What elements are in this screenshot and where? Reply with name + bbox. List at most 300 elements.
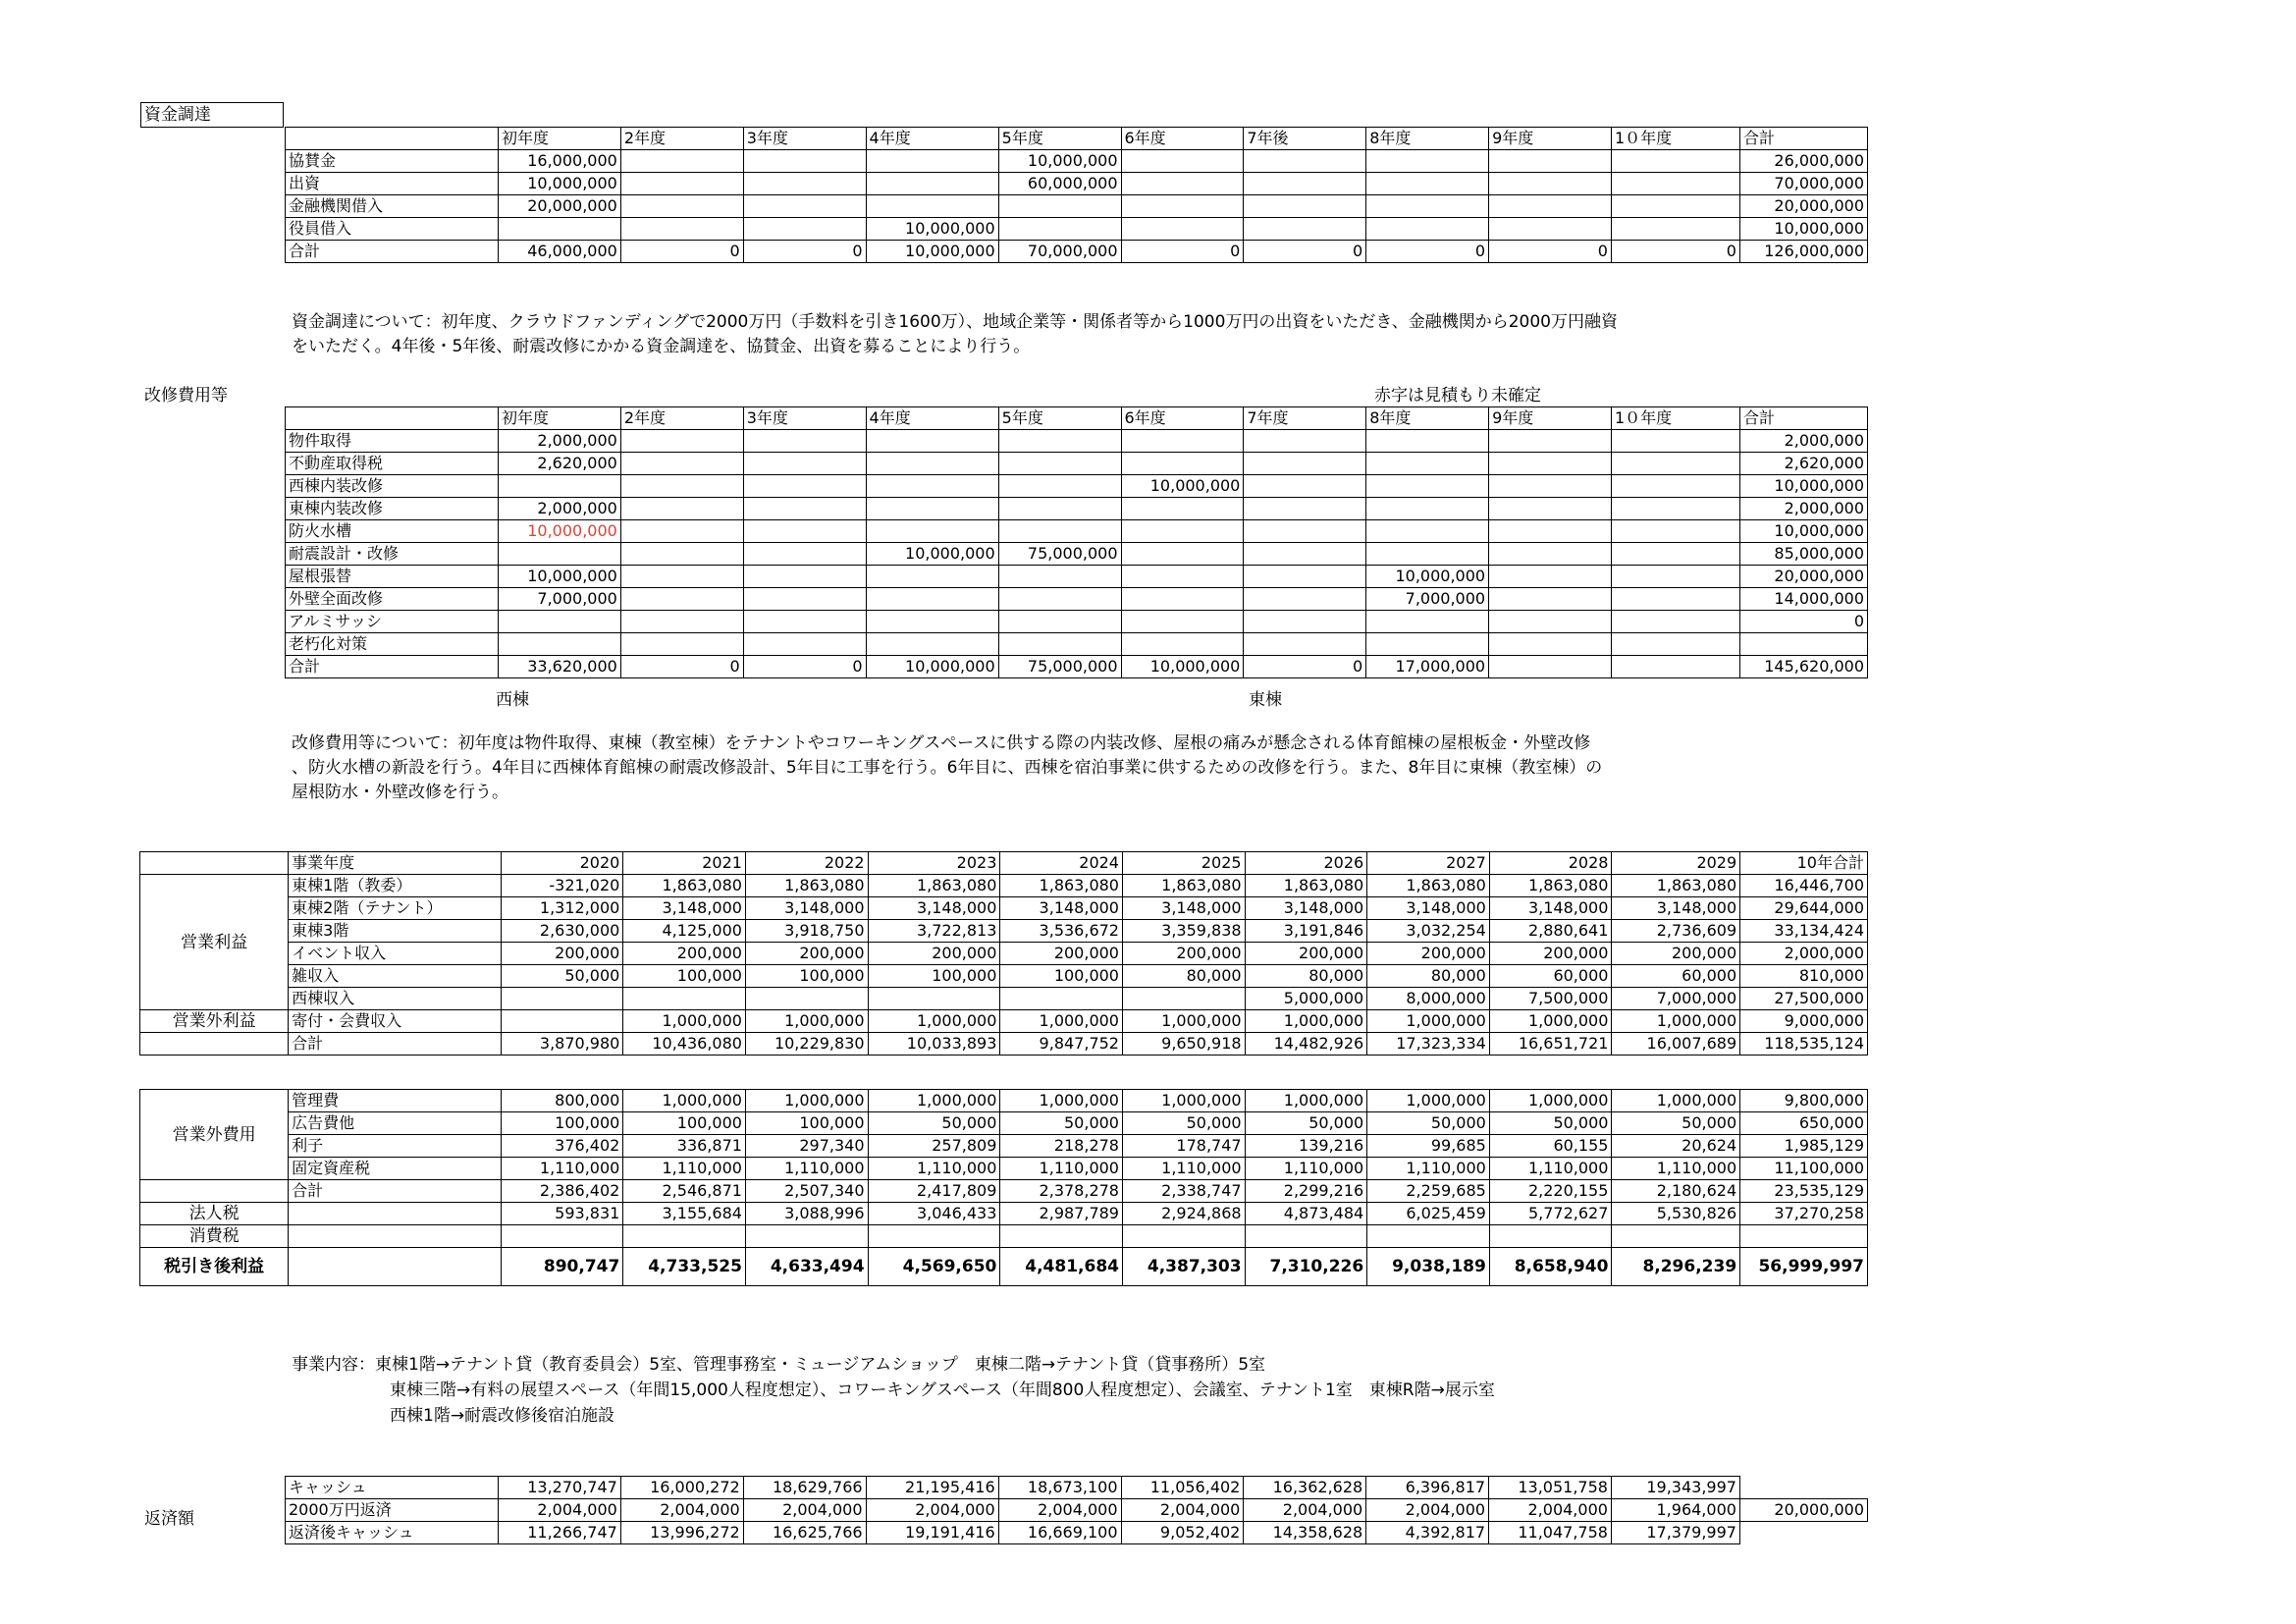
income-value-cell: 1,000,000 [623,1010,746,1033]
income-value-cell: 29,644,000 [1740,897,1868,920]
funding-header-cell: 5年度 [998,128,1121,150]
income-row-label: 寄付・会費収入 [289,1010,502,1033]
renovation-value-cell [1489,566,1612,588]
income-value-cell: 100,000 [623,965,746,988]
repayment-value-cell: 2,004,000 [743,1499,866,1522]
income-value-cell: 10,229,830 [745,1033,868,1056]
funding-value-cell [620,218,743,241]
renovation-row [286,633,1868,656]
expense-value-cell: 2,338,747 [1122,1180,1245,1203]
expense-value-cell: 1,000,000 [745,1090,868,1112]
expense-value-cell: 2,507,340 [745,1180,868,1203]
renovation-table [285,406,1868,678]
funding-value-cell [1611,195,1739,218]
expense-row-label: 利子 [289,1135,502,1158]
income-value-cell: 1,000,000 [1122,1010,1245,1033]
funding-value-cell: 10,000,000 [1739,218,1867,241]
expense-value-cell: 257,809 [868,1135,1000,1158]
corp-tax-cell: 5,530,826 [1612,1203,1740,1225]
income-value-cell: 2,630,000 [501,920,623,943]
renovation-value-cell [998,453,1121,475]
income-value-cell: 1,863,080 [1367,875,1490,897]
income-value-cell [868,988,1000,1010]
income-value-cell [501,988,623,1010]
funding-value-cell [866,195,998,218]
repayment-row [286,1477,1868,1499]
renovation-value-cell [1489,430,1612,453]
expense-value-cell: 1,110,000 [1489,1158,1612,1180]
funding-value-cell: 26,000,000 [1739,150,1867,173]
income-value-cell: 3,148,000 [1489,897,1612,920]
funding-value-cell: 0 [620,241,743,263]
renovation-value-cell: 145,620,000 [1739,656,1867,678]
income-value-cell: 200,000 [1000,943,1123,965]
consumption-tax-cell [623,1225,746,1248]
repayment-total-cell: 20,000,000 [1739,1499,1867,1522]
funding-value-cell [866,150,998,173]
renovation-header-cell: 9年度 [1489,407,1612,430]
income-row [140,1033,1868,1056]
funding-header-row [286,128,1868,150]
renovation-header-cell: 初年度 [498,407,620,430]
funding-value-cell [1489,150,1612,173]
renovation-row [286,656,1868,678]
income-value-cell: 80,000 [1245,965,1367,988]
renovation-value-cell [866,566,998,588]
income-row [140,965,1868,988]
income-value-cell: 200,000 [1122,943,1245,965]
expense-value-cell: 1,110,000 [623,1158,746,1180]
consumption-tax-cell [1740,1225,1868,1248]
expense-value-cell: 2,220,155 [1489,1180,1612,1203]
funding-value-cell [1489,173,1612,195]
renovation-value-cell [866,453,998,475]
income-value-cell: 3,148,000 [623,897,746,920]
income-value-cell: 1,863,080 [1122,875,1245,897]
renovation-value-cell [620,430,743,453]
income-value-cell: 200,000 [623,943,746,965]
income-value-cell: 10,436,080 [623,1033,746,1056]
renovation-value-cell [743,633,866,656]
income-value-cell: -321,020 [501,875,623,897]
expense-total-blank [140,1180,289,1203]
renovation-row [286,475,1868,498]
income-value-cell: 16,007,689 [1612,1033,1740,1056]
funding-row [286,218,1868,241]
funding-header-cell: 4年度 [866,128,998,150]
expense-value-cell: 50,000 [1122,1112,1245,1135]
expense-value-cell: 336,871 [623,1135,746,1158]
expense-value-cell: 1,000,000 [1612,1090,1740,1112]
income-row [140,988,1868,1010]
consumption-tax-cell [1489,1225,1612,1248]
income-value-cell: 14,482,926 [1245,1033,1367,1056]
expense-value-cell: 1,110,000 [501,1158,623,1180]
renovation-header-cell: 3年度 [743,407,866,430]
renovation-row-label: 東棟内装改修 [286,498,499,520]
income-header-cell: 2021 [623,852,746,875]
expense-value-cell: 297,340 [745,1135,868,1158]
repayment-title: 返済額 [144,1509,194,1529]
expense-value-cell: 800,000 [501,1090,623,1112]
income-total-blank [140,1033,289,1056]
consumption-tax-cell [745,1225,868,1248]
funding-value-cell [1611,173,1739,195]
renovation-title: 改修費用等 [144,386,228,406]
income-row-label: 西棟収入 [289,988,502,1010]
funding-value-cell [998,218,1121,241]
renovation-row [286,453,1868,475]
consumption-tax-cell [868,1225,1000,1248]
expense-value-cell: 1,110,000 [1000,1158,1123,1180]
renovation-value-cell: 10,000,000 [1739,475,1867,498]
renovation-value-cell [1489,453,1612,475]
renovation-value-cell [1366,520,1489,543]
renovation-value-cell: 7,000,000 [498,588,620,611]
renovation-value-cell [1244,588,1366,611]
renovation-value-cell [620,475,743,498]
renovation-row-label: アルミサッシ [286,611,499,633]
repayment-value-cell: 13,051,758 [1489,1477,1612,1499]
after-tax-cell: 4,633,494 [745,1248,868,1286]
expense-value-cell: 2,180,624 [1612,1180,1740,1203]
funding-value-cell [620,195,743,218]
renovation-value-cell: 2,620,000 [498,453,620,475]
funding-header-cell: 6年度 [1121,128,1244,150]
funding-value-cell [866,173,998,195]
funding-row [286,173,1868,195]
renovation-value-cell [998,520,1121,543]
income-value-cell: 9,847,752 [1000,1033,1123,1056]
expense-value-cell: 650,000 [1740,1112,1868,1135]
funding-value-cell: 20,000,000 [498,195,620,218]
renovation-header-cell: 5年度 [998,407,1121,430]
expense-value-cell: 1,110,000 [1245,1158,1367,1180]
repayment-value-cell: 11,056,402 [1121,1477,1244,1499]
income-value-cell: 3,148,000 [745,897,868,920]
renovation-value-cell [1611,656,1739,678]
expense-value-cell: 1,110,000 [1612,1158,1740,1180]
renovation-header-cell: 合計 [1739,407,1867,430]
renovation-value-cell [1489,475,1612,498]
income-header-cell: 2029 [1612,852,1740,875]
renovation-value-cell [998,588,1121,611]
repayment-value-cell: 2,004,000 [1489,1499,1612,1522]
funding-value-cell [1244,195,1366,218]
after-tax-cell: 4,481,684 [1000,1248,1123,1286]
renovation-value-cell [620,566,743,588]
funding-value-cell: 0 [1244,241,1366,263]
expense-value-cell: 20,624 [1612,1135,1740,1158]
income-row [140,875,1868,897]
income-header-cell: 2024 [1000,852,1123,875]
expense-row [140,1180,1868,1203]
expense-value-cell: 99,685 [1367,1135,1490,1158]
funding-value-cell [1366,218,1489,241]
income-value-cell: 16,651,721 [1489,1033,1612,1056]
funding-value-cell: 10,000,000 [866,218,998,241]
income-value-cell: 200,000 [1489,943,1612,965]
repayment-value-cell: 4,392,817 [1366,1522,1489,1544]
renovation-value-cell: 17,000,000 [1366,656,1489,678]
after-tax-cell: 56,999,997 [1740,1248,1868,1286]
repayment-value-cell: 18,673,100 [998,1477,1121,1499]
renovation-value-cell [998,566,1121,588]
renovation-value-cell [498,543,620,566]
funding-note-line1: 資金調達について：初年度、クラウドファンディングで2000万円（手数料を引き1600万）、地域企業等・関係者等から1000万円の出資をいただき、金融機関から2000万円融資 [292,312,1618,332]
expense-value-cell: 1,110,000 [868,1158,1000,1180]
expense-value-cell: 1,000,000 [1245,1090,1367,1112]
renovation-row-label: 外壁全面改修 [286,588,499,611]
expense-value-cell: 100,000 [501,1112,623,1135]
renovation-value-cell [866,633,998,656]
renovation-row-label: 西棟内装改修 [286,475,499,498]
funding-value-cell [998,195,1121,218]
renovation-value-cell [1244,430,1366,453]
renovation-value-cell [743,566,866,588]
funding-value-cell [1121,218,1244,241]
funding-row [286,241,1868,263]
income-value-cell: 2,736,609 [1612,920,1740,943]
income-value-cell [623,988,746,1010]
repayment-value-cell: 13,270,747 [498,1477,620,1499]
renovation-value-cell [620,633,743,656]
funding-value-cell [498,218,620,241]
repayment-value-cell: 14,358,628 [1244,1522,1366,1544]
renovation-value-cell [620,520,743,543]
renovation-row-label: 合計 [286,656,499,678]
expense-value-cell: 1,110,000 [745,1158,868,1180]
renovation-value-cell [1244,633,1366,656]
repayment-value-cell: 11,047,758 [1489,1522,1612,1544]
repayment-value-cell: 19,343,997 [1611,1477,1739,1499]
funding-header-cell: 3年度 [743,128,866,150]
repayment-value-cell: 16,000,272 [620,1477,743,1499]
corp-tax-cell: 5,772,627 [1489,1203,1612,1225]
income-value-cell: 5,000,000 [1245,988,1367,1010]
renovation-value-cell [1366,498,1489,520]
renovation-value-cell: 33,620,000 [498,656,620,678]
repayment-row-label: 返済後キャッシュ [286,1522,499,1544]
income-value-cell: 33,134,424 [1740,920,1868,943]
after-tax-label: 税引き後利益 [140,1248,289,1286]
income-value-cell: 3,359,838 [1122,920,1245,943]
income-group-non-operating: 営業外利益 [140,1010,289,1033]
funding-value-cell: 10,000,000 [866,241,998,263]
renovation-value-cell: 10,000,000 [1366,566,1489,588]
income-value-cell: 27,500,000 [1740,988,1868,1010]
funding-value-cell [620,173,743,195]
renovation-value-cell [620,498,743,520]
consumption-tax-cell [289,1225,502,1248]
renovation-value-cell: 2,000,000 [1739,430,1867,453]
renovation-row [286,520,1868,543]
renovation-value-cell [1121,566,1244,588]
renovation-value-cell [743,475,866,498]
income-value-cell [501,1010,623,1033]
renovation-value-cell [1489,588,1612,611]
renovation-value-cell [620,588,743,611]
renovation-value-cell: 2,000,000 [498,430,620,453]
renovation-value-cell [1366,543,1489,566]
income-value-cell [1000,988,1123,1010]
repayment-value-cell: 13,996,272 [620,1522,743,1544]
expense-value-cell: 9,800,000 [1740,1090,1868,1112]
funding-value-cell [620,150,743,173]
expense-value-cell: 218,278 [1000,1135,1123,1158]
income-header-cell: 2028 [1489,852,1612,875]
funding-value-cell [1611,218,1739,241]
funding-row [286,195,1868,218]
income-header-cell: 2023 [868,852,1000,875]
renovation-value-cell: 10,000,000 [1121,475,1244,498]
after-tax-cell: 9,038,189 [1367,1248,1490,1286]
funding-header-cell: 合計 [1739,128,1867,150]
repayment-value-cell: 11,266,747 [498,1522,620,1544]
funding-value-cell: 126,000,000 [1739,241,1867,263]
income-header-row [140,852,1868,875]
renovation-value-cell: 2,000,000 [498,498,620,520]
repayment-row [286,1499,1868,1522]
after-tax-cell: 8,658,940 [1489,1248,1612,1286]
funding-note-line2: をいただく。4年後・5年後、耐震改修にかかる資金調達を、協賛金、出資を募ることにより行う。 [292,337,1031,356]
renovation-value-cell [866,588,998,611]
expense-value-cell: 2,546,871 [623,1180,746,1203]
funding-title: 資金調達 [144,105,211,125]
expense-value-cell: 1,000,000 [1122,1090,1245,1112]
expense-value-cell: 100,000 [745,1112,868,1135]
renovation-note-line2: 、防火水槽の新設を行う。4年目に西棟体育館棟の耐震改修設計、5年目に工事を行う。6年目に、西棟を宿泊事業に供するための改修を行う。また、8年目に東棟（教室棟）の [292,758,1603,778]
after-tax-blank [289,1248,502,1286]
after-tax-row [140,1248,1868,1286]
repayment-value-cell: 2,004,000 [620,1499,743,1522]
income-value-cell: 9,000,000 [1740,1010,1868,1033]
renovation-value-cell: 0 [743,656,866,678]
income-value-cell: 3,148,000 [1612,897,1740,920]
income-value-cell: 3,148,000 [868,897,1000,920]
repayment-value-cell: 17,379,997 [1611,1522,1739,1544]
renovation-header-cell: 4年度 [866,407,998,430]
expense-value-cell: 2,378,278 [1000,1180,1123,1203]
renovation-value-cell [1366,611,1489,633]
renovation-note-line3: 屋根防水・外壁改修を行う。 [292,783,508,802]
repayment-value-cell: 1,964,000 [1611,1499,1739,1522]
renovation-value-cell [1244,566,1366,588]
renovation-header-cell: 8年度 [1366,407,1489,430]
renovation-header-cell: 1０年度 [1611,407,1739,430]
renovation-row-label: 耐震設計・改修 [286,543,499,566]
income-value-cell: 80,000 [1367,965,1490,988]
income-value-cell: 200,000 [501,943,623,965]
renovation-row [286,498,1868,520]
renovation-row-label: 老朽化対策 [286,633,499,656]
renovation-value-cell [1611,475,1739,498]
renovation-header-cell: 7年度 [1244,407,1366,430]
funding-value-cell [1121,150,1244,173]
repayment-row-label: 2000万円返済 [286,1499,499,1522]
repayment-value-cell: 6,396,817 [1366,1477,1489,1499]
renovation-value-cell [743,453,866,475]
after-tax-cell: 7,310,226 [1245,1248,1367,1286]
expense-row [140,1135,1868,1158]
expense-row-label: 合計 [289,1180,502,1203]
repayment-value-cell: 2,004,000 [1244,1499,1366,1522]
income-value-cell: 200,000 [1612,943,1740,965]
income-value-cell: 9,650,918 [1122,1033,1245,1056]
corp-tax-row [140,1203,1868,1225]
renovation-value-cell [1489,633,1612,656]
after-tax-cell: 8,296,239 [1612,1248,1740,1286]
income-value-cell: 1,000,000 [1612,1010,1740,1033]
after-tax-cell: 4,387,303 [1122,1248,1245,1286]
income-value-cell [745,988,868,1010]
income-header-cell: 2022 [745,852,868,875]
renovation-value-cell [866,498,998,520]
renovation-value-cell [1366,453,1489,475]
renovation-value-cell [1244,543,1366,566]
expense-row-label: 固定資産税 [289,1158,502,1180]
consumption-tax-cell [501,1225,623,1248]
renovation-value-cell [743,588,866,611]
expense-value-cell: 1,000,000 [623,1090,746,1112]
income-group-operating: 営業利益 [140,875,289,1010]
renovation-row [286,588,1868,611]
corp-tax-cell: 6,025,459 [1367,1203,1490,1225]
funding-value-cell: 0 [1611,241,1739,263]
expense-value-cell: 178,747 [1122,1135,1245,1158]
income-row [140,943,1868,965]
income-value-cell: 7,500,000 [1489,988,1612,1010]
renovation-value-cell [743,611,866,633]
income-value-cell: 1,863,080 [868,875,1000,897]
corp-tax-cell: 3,088,996 [745,1203,868,1225]
renovation-value-cell: 14,000,000 [1739,588,1867,611]
renovation-value-cell [998,633,1121,656]
income-value-cell: 100,000 [868,965,1000,988]
income-value-cell: 3,148,000 [1122,897,1245,920]
expense-value-cell: 2,299,216 [1245,1180,1367,1203]
repayment-table [285,1476,1868,1544]
expense-value-cell: 50,000 [1367,1112,1490,1135]
consumption-tax-cell [1122,1225,1245,1248]
repayment-value-cell: 16,362,628 [1244,1477,1366,1499]
expense-value-cell: 1,000,000 [1367,1090,1490,1112]
expense-value-cell: 376,402 [501,1135,623,1158]
renovation-value-cell [1121,430,1244,453]
repayment-empty-cell [1739,1477,1867,1499]
renovation-row-label: 屋根張替 [286,566,499,588]
renovation-value-cell [866,475,998,498]
expense-value-cell: 50,000 [1000,1112,1123,1135]
expense-value-cell: 100,000 [623,1112,746,1135]
renovation-value-cell: 75,000,000 [998,656,1121,678]
income-row-label: 東棟1階（教委） [289,875,502,897]
repayment-row-label: キャッシュ [286,1477,499,1499]
income-value-cell: 1,863,080 [745,875,868,897]
renovation-value-cell [1121,498,1244,520]
income-value-cell: 3,870,980 [501,1033,623,1056]
renovation-value-cell [1611,430,1739,453]
repayment-value-cell: 2,004,000 [1121,1499,1244,1522]
income-header-cell: 10年合計 [1740,852,1868,875]
renovation-value-cell [498,633,620,656]
renovation-value-cell [1366,633,1489,656]
renovation-value-cell [866,611,998,633]
income-value-cell: 3,536,672 [1000,920,1123,943]
income-header-cell: 事業年度 [289,852,502,875]
funding-row [286,150,1868,173]
funding-row-label: 金融機関借入 [286,195,499,218]
